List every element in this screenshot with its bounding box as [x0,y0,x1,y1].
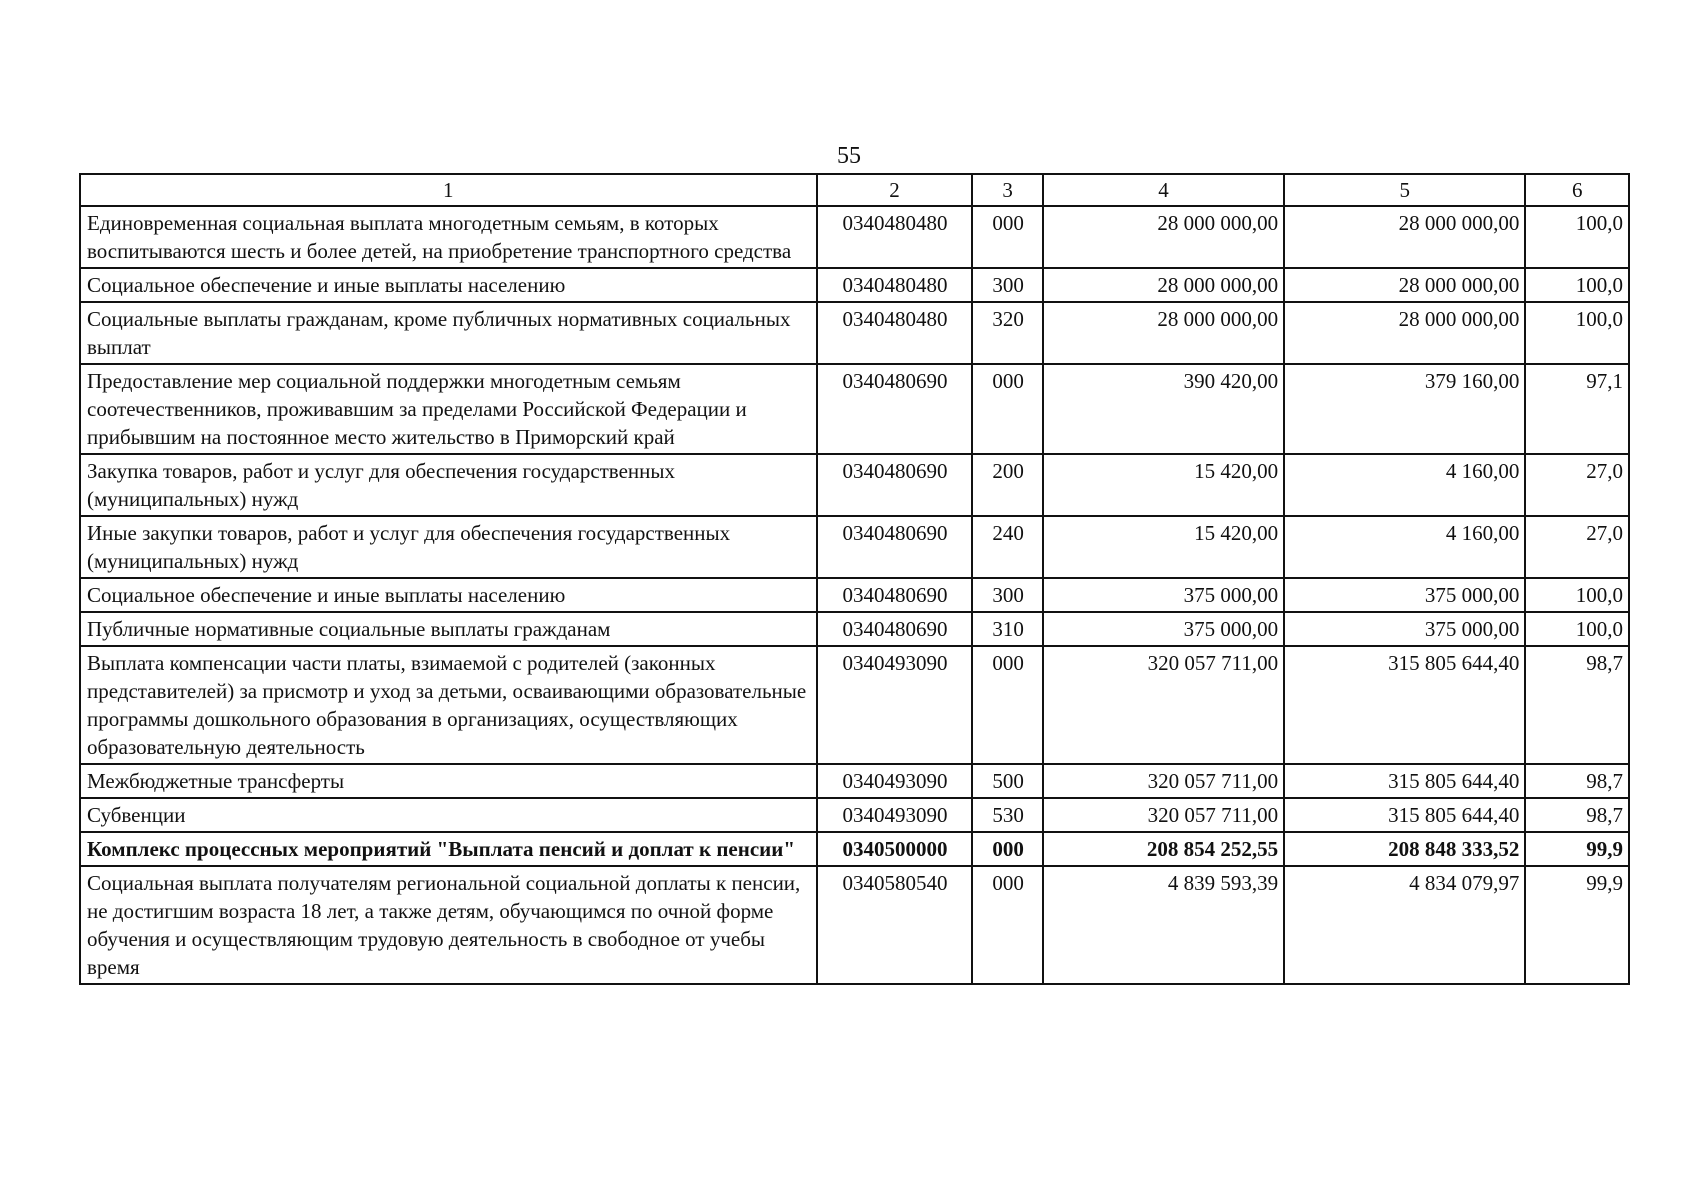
header-cell-4: 4 [1043,174,1284,206]
row-executed-cell: 375 000,00 [1284,578,1525,612]
row-planned-cell: 28 000 000,00 [1043,268,1284,302]
row-percent-cell: 98,7 [1525,764,1629,798]
row-planned-cell: 375 000,00 [1043,578,1284,612]
row-executed-cell: 4 160,00 [1284,454,1525,516]
row-percent-cell: 100,0 [1525,268,1629,302]
row-percent-cell: 100,0 [1525,578,1629,612]
row-code-cell: 0340493090 [817,798,973,832]
row-percent-cell: 99,9 [1525,832,1629,866]
row-name-cell: Социальные выплаты гражданам, кроме публичных нормативных социальных выплат [80,302,817,364]
header-cell-3: 3 [972,174,1042,206]
row-kind-cell: 000 [972,206,1042,268]
row-executed-cell: 315 805 644,40 [1284,798,1525,832]
row-kind-cell: 300 [972,268,1042,302]
row-planned-cell: 320 057 711,00 [1043,764,1284,798]
row-executed-cell: 375 000,00 [1284,612,1525,646]
row-planned-cell: 320 057 711,00 [1043,798,1284,832]
table-row [80,612,1629,646]
table-row [80,832,1629,866]
table-row [80,866,1629,984]
row-name-cell: Субвенции [80,798,817,832]
row-executed-cell: 4 160,00 [1284,516,1525,578]
row-name-cell: Выплата компенсации части платы, взимаемой с родителей (законных представителей) за присмотр и уход за детьми, осваивающими образовательные программы дошкольного образования в организациях, осуществляющих образовательную деятельность [80,646,817,764]
row-name-cell: Предоставление мер социальной поддержки многодетным семьям соотечественников, проживавшим за пределами Российской Федерации и прибывшим на постоянное место жительство в Приморский край [80,364,817,454]
row-name-cell: Публичные нормативные социальные выплаты гражданам [80,612,817,646]
row-name-cell: Единовременная социальная выплата многодетным семьям, в которых воспитываются шесть и более детей, на приобретение транспортного средства [80,206,817,268]
row-percent-cell: 98,7 [1525,798,1629,832]
row-percent-cell: 100,0 [1525,302,1629,364]
row-name-cell: Закупка товаров, работ и услуг для обеспечения государственных (муниципальных) нужд [80,454,817,516]
row-percent-cell: 99,9 [1525,866,1629,984]
table-row [80,206,1629,268]
row-code-cell: 0340480480 [817,206,973,268]
row-percent-cell: 27,0 [1525,516,1629,578]
table-row [80,798,1629,832]
header-cell-6: 6 [1525,174,1629,206]
row-planned-cell: 390 420,00 [1043,364,1284,454]
row-code-cell: 0340480690 [817,612,973,646]
row-executed-cell: 28 000 000,00 [1284,206,1525,268]
table-row [80,578,1629,612]
row-code-cell: 0340480690 [817,516,973,578]
table-body [80,206,1629,984]
table-row [80,364,1629,454]
table-row [80,454,1629,516]
row-planned-cell: 15 420,00 [1043,516,1284,578]
row-planned-cell: 208 854 252,55 [1043,832,1284,866]
row-planned-cell: 4 839 593,39 [1043,866,1284,984]
row-code-cell: 0340580540 [817,866,973,984]
row-kind-cell: 000 [972,832,1042,866]
header-cell-2: 2 [817,174,973,206]
row-code-cell: 0340500000 [817,832,973,866]
row-kind-cell: 240 [972,516,1042,578]
row-kind-cell: 200 [972,454,1042,516]
row-name-cell: Социальная выплата получателям региональной социальной доплаты к пенсии, не достигшим возраста 18 лет, а также детям, обучающимся по очной форме обучения и осуществляющим трудовую деятельность в свободное от учебы время [80,866,817,984]
row-kind-cell: 530 [972,798,1042,832]
page-number: 55 [837,143,861,169]
row-percent-cell: 100,0 [1525,206,1629,268]
row-kind-cell: 320 [972,302,1042,364]
row-planned-cell: 28 000 000,00 [1043,302,1284,364]
row-code-cell: 0340493090 [817,764,973,798]
row-code-cell: 0340480690 [817,578,973,612]
row-name-cell: Социальное обеспечение и иные выплаты населению [80,268,817,302]
row-executed-cell: 315 805 644,40 [1284,764,1525,798]
header-cell-5: 5 [1284,174,1525,206]
row-code-cell: 0340480690 [817,364,973,454]
row-executed-cell: 379 160,00 [1284,364,1525,454]
table-row [80,302,1629,364]
row-executed-cell: 315 805 644,40 [1284,646,1525,764]
table-row [80,268,1629,302]
row-name-cell: Иные закупки товаров, работ и услуг для обеспечения государственных (муниципальных) нужд [80,516,817,578]
table-row [80,764,1629,798]
header-cell-1: 1 [80,174,817,206]
row-code-cell: 0340480690 [817,454,973,516]
row-kind-cell: 500 [972,764,1042,798]
row-name-cell: Социальное обеспечение и иные выплаты населению [80,578,817,612]
row-percent-cell: 98,7 [1525,646,1629,764]
row-code-cell: 0340480480 [817,268,973,302]
budget-table [79,173,1630,985]
row-planned-cell: 320 057 711,00 [1043,646,1284,764]
row-kind-cell: 300 [972,578,1042,612]
row-name-cell: Межбюджетные трансферты [80,764,817,798]
row-code-cell: 0340493090 [817,646,973,764]
row-executed-cell: 208 848 333,52 [1284,832,1525,866]
row-kind-cell: 310 [972,612,1042,646]
row-name-cell: Комплекс процессных мероприятий "Выплата пенсий и доплат к пенсии" [80,832,817,866]
row-executed-cell: 28 000 000,00 [1284,302,1525,364]
row-kind-cell: 000 [972,646,1042,764]
row-percent-cell: 27,0 [1525,454,1629,516]
row-executed-cell: 28 000 000,00 [1284,268,1525,302]
table-row [80,516,1629,578]
row-executed-cell: 4 834 079,97 [1284,866,1525,984]
row-planned-cell: 375 000,00 [1043,612,1284,646]
row-kind-cell: 000 [972,866,1042,984]
row-percent-cell: 97,1 [1525,364,1629,454]
table-row [80,646,1629,764]
header-row [80,174,1629,206]
row-code-cell: 0340480480 [817,302,973,364]
row-planned-cell: 28 000 000,00 [1043,206,1284,268]
row-percent-cell: 100,0 [1525,612,1629,646]
row-kind-cell: 000 [972,364,1042,454]
row-planned-cell: 15 420,00 [1043,454,1284,516]
